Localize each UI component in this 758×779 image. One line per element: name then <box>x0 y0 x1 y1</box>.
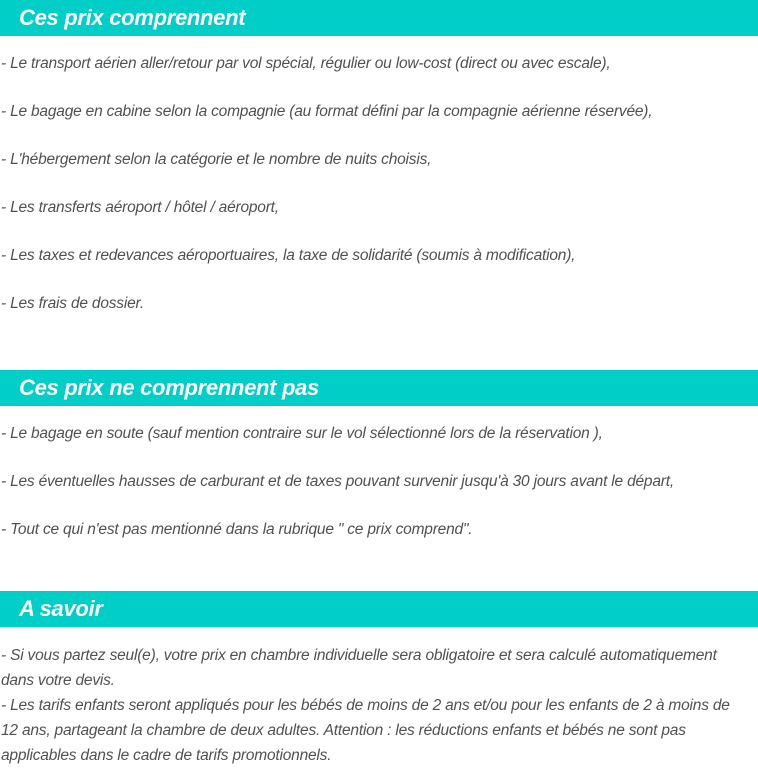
condition-item: - L'hébergement selon la catégorie et le nombre de nuits choisis, <box>1 151 432 168</box>
section-body <box>0 36 758 370</box>
note-item: - Si vous partez seul(e), votre prix en chambre individuelle sera obligatoire et sera calculé automatiquement dans votre devis. <box>1 647 717 689</box>
condition-item: - Les transferts aéroport / hôtel / aéroport, <box>1 199 279 216</box>
condition-item: - Le bagage en soute (sauf mention contraire sur le vol sélectionné lors de la réservation ), <box>1 425 603 442</box>
section-prices-exclude <box>0 370 758 591</box>
section-header-bar <box>0 591 758 627</box>
condition-item: - Les frais de dossier. <box>1 295 144 312</box>
section-title: Ces prix ne comprennent pas <box>19 375 319 400</box>
section-header-bar <box>0 370 758 406</box>
section-good-to-know <box>0 591 758 768</box>
section-title: Ces prix comprennent <box>19 5 246 30</box>
section-body <box>0 627 758 768</box>
condition-item: - Le bagage en cabine selon la compagnie (au format défini par la compagnie aérienne réservée), <box>1 103 653 120</box>
section-body <box>0 406 758 591</box>
section-header-bar <box>0 0 758 36</box>
condition-item: - Les éventuelles hausses de carburant et de taxes pouvant survenir jusqu'à 30 jours avant le départ, <box>1 473 674 490</box>
condition-item: - Le transport aérien aller/retour par vol spécial, régulier ou low-cost (direct ou avec escale), <box>1 55 611 72</box>
condition-item: - Tout ce qui n'est pas mentionné dans la rubrique " ce prix comprend". <box>1 521 473 538</box>
section-prices-include <box>0 0 758 370</box>
note-item: - Les tarifs enfants seront appliqués pour les bébés de moins de 2 ans et/ou pour les enfants de 2 à moins de 12 ans, partageant la chambre de deux adultes. Attention : les réductions enfants et bébés ne sont pas applicables dans le cadre de tarifs promotionnels. <box>1 697 730 764</box>
condition-item: - Les taxes et redevances aéroportuaires, la taxe de solidarité (soumis à modification), <box>1 247 576 264</box>
section-title: A savoir <box>19 596 103 621</box>
